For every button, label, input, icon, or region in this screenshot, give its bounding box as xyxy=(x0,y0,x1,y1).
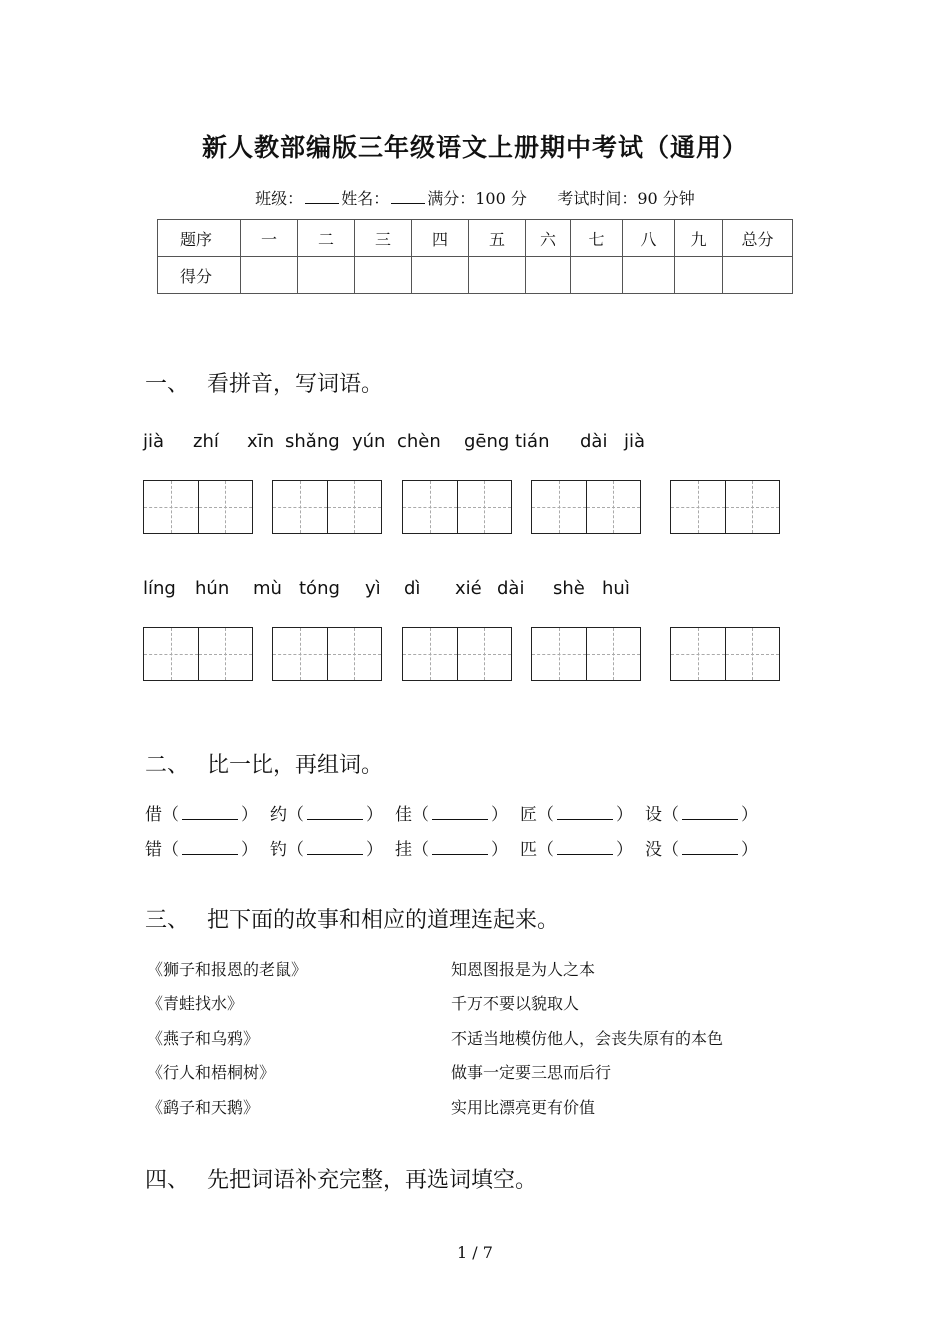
answer-blank[interactable] xyxy=(557,840,613,855)
section-text: 把下面的故事和相应的道理连起来。 xyxy=(207,908,560,933)
close-paren: ） xyxy=(741,805,758,825)
pinyin: shǎng xyxy=(285,431,340,452)
exam-info xyxy=(0,186,950,209)
answer-blank[interactable] xyxy=(182,805,238,820)
compare-char: 挂 xyxy=(395,840,412,860)
header-cell: 四 xyxy=(412,220,469,257)
close-paren: ） xyxy=(491,840,508,860)
close-paren: ） xyxy=(741,840,758,860)
class-blank[interactable] xyxy=(305,189,339,204)
writing-cell[interactable] xyxy=(144,481,199,533)
compare-item xyxy=(645,800,770,825)
writing-cell[interactable] xyxy=(532,628,587,680)
compare-char: 错 xyxy=(145,840,162,860)
close-paren: ） xyxy=(616,840,633,860)
close-paren: ） xyxy=(616,805,633,825)
name-label: 姓名： xyxy=(341,189,390,208)
score-cell[interactable] xyxy=(723,257,793,294)
score-cell[interactable] xyxy=(675,257,723,294)
answer-blank[interactable] xyxy=(557,805,613,820)
moral-item[interactable]: 实用比漂亮更有价值 xyxy=(451,1098,596,1117)
answer-blank[interactable] xyxy=(682,805,738,820)
answer-blank[interactable] xyxy=(432,840,488,855)
story-item[interactable]: 《狮子和报恩的老鼠》 xyxy=(147,960,308,979)
class-label: 班级： xyxy=(255,189,304,208)
header-cell: 五 xyxy=(469,220,526,257)
story-item[interactable]: 《行人和梧桐树》 xyxy=(147,1063,276,1082)
header-cell: 题序 xyxy=(158,220,241,257)
row-label: 得分 xyxy=(158,257,241,294)
compare-item xyxy=(395,800,520,825)
pinyin: dài xyxy=(580,431,608,452)
close-paren: ） xyxy=(366,840,383,860)
writing-grid[interactable] xyxy=(670,480,780,534)
pinyin: chèn xyxy=(397,431,441,452)
pinyin: shè xyxy=(553,578,585,599)
close-paren: ） xyxy=(491,805,508,825)
close-paren: ） xyxy=(366,805,383,825)
writing-cell[interactable] xyxy=(199,628,253,680)
compare-item xyxy=(520,800,645,825)
section-text: 先把词语补充完整，再选词填空。 xyxy=(207,1168,538,1193)
writing-cell[interactable] xyxy=(144,628,199,680)
compare-char: 佳 xyxy=(395,805,412,825)
answer-blank[interactable] xyxy=(307,805,363,820)
writing-cell[interactable] xyxy=(403,481,458,533)
open-paren: （ xyxy=(412,840,429,860)
pinyin: tóng xyxy=(299,578,340,599)
compare-char: 借 xyxy=(145,805,162,825)
writing-grid[interactable] xyxy=(531,627,641,681)
header-cell: 二 xyxy=(298,220,355,257)
moral-item[interactable]: 千万不要以貌取人 xyxy=(451,994,580,1013)
moral-item[interactable]: 不适当地模仿他人，会丧失原有的本色 xyxy=(451,1029,724,1048)
writing-grid[interactable] xyxy=(531,480,641,534)
writing-cell[interactable] xyxy=(273,628,328,680)
writing-grid[interactable] xyxy=(272,480,382,534)
score-cell[interactable] xyxy=(298,257,355,294)
writing-cell[interactable] xyxy=(726,628,780,680)
writing-cell[interactable] xyxy=(328,481,382,533)
score-cell[interactable] xyxy=(241,257,298,294)
score-table-row xyxy=(158,257,793,294)
compare-row xyxy=(145,835,770,860)
writing-grid[interactable] xyxy=(402,480,512,534)
writing-cell[interactable] xyxy=(532,481,587,533)
pinyin: zhí xyxy=(193,431,219,452)
writing-grid[interactable] xyxy=(272,627,382,681)
compare-item xyxy=(145,835,270,860)
section1-heading xyxy=(145,367,383,398)
score-table xyxy=(157,219,793,294)
score-cell[interactable] xyxy=(412,257,469,294)
writing-cell[interactable] xyxy=(403,628,458,680)
section2-heading xyxy=(145,748,383,779)
answer-blank[interactable] xyxy=(682,840,738,855)
compare-item xyxy=(270,800,395,825)
compare-row xyxy=(145,800,770,825)
section-number: 三、 xyxy=(145,908,190,933)
open-paren: （ xyxy=(162,840,179,860)
header-cell: 七 xyxy=(571,220,623,257)
header-cell: 三 xyxy=(355,220,412,257)
section-number: 四、 xyxy=(145,1168,190,1193)
compare-item xyxy=(270,835,395,860)
score-cell[interactable] xyxy=(623,257,675,294)
writing-cell[interactable] xyxy=(587,481,641,533)
writing-cell[interactable] xyxy=(273,481,328,533)
compare-char: 匹 xyxy=(520,840,537,860)
score-cell[interactable] xyxy=(571,257,623,294)
writing-grid[interactable] xyxy=(143,627,253,681)
pinyin: tián xyxy=(515,431,550,452)
pinyin: mù xyxy=(253,578,282,599)
answer-blank[interactable] xyxy=(432,805,488,820)
close-paren: ） xyxy=(241,840,258,860)
answer-blank[interactable] xyxy=(182,840,238,855)
pinyin: yì xyxy=(365,578,381,599)
compare-char: 钓 xyxy=(270,840,287,860)
pinyin: huì xyxy=(602,578,630,599)
writing-cell[interactable] xyxy=(458,628,512,680)
section3-heading xyxy=(145,903,559,934)
compare-char: 没 xyxy=(645,840,662,860)
pinyin: xīn xyxy=(247,431,275,452)
score-cell[interactable] xyxy=(355,257,412,294)
writing-cell[interactable] xyxy=(587,628,641,680)
pinyin: dài xyxy=(497,578,525,599)
writing-grid[interactable] xyxy=(143,480,253,534)
story-item[interactable]: 《燕子和乌鸦》 xyxy=(147,1029,260,1048)
close-paren: ） xyxy=(241,805,258,825)
open-paren: （ xyxy=(537,840,554,860)
open-paren: （ xyxy=(662,805,679,825)
moral-item[interactable]: 知恩图报是为人之本 xyxy=(451,960,596,979)
header-cell: 六 xyxy=(526,220,571,257)
page-number: 1 / 7 xyxy=(457,1243,493,1262)
open-paren: （ xyxy=(287,805,304,825)
pinyin: hún xyxy=(195,578,230,599)
writing-cell[interactable] xyxy=(671,628,726,680)
compare-char: 匠 xyxy=(520,805,537,825)
pinyin: líng xyxy=(143,578,176,599)
compare-item xyxy=(645,835,770,860)
moral-item[interactable]: 做事一定要三思而后行 xyxy=(451,1063,612,1082)
writing-cell[interactable] xyxy=(671,481,726,533)
compare-item xyxy=(145,800,270,825)
story-item[interactable]: 《鹞子和天鹅》 xyxy=(147,1098,260,1117)
score-table-header xyxy=(158,220,793,257)
writing-cell[interactable] xyxy=(328,628,382,680)
writing-cell[interactable] xyxy=(199,481,253,533)
section4-heading xyxy=(145,1163,537,1194)
open-paren: （ xyxy=(162,805,179,825)
score-cell[interactable] xyxy=(469,257,526,294)
writing-cell[interactable] xyxy=(726,481,780,533)
writing-grid[interactable] xyxy=(670,627,780,681)
score-cell[interactable] xyxy=(526,257,571,294)
name-blank[interactable] xyxy=(391,189,425,204)
header-cell: 八 xyxy=(623,220,675,257)
compare-item xyxy=(520,835,645,860)
section-number: 二、 xyxy=(145,753,190,778)
section-text: 比一比，再组词。 xyxy=(207,753,384,778)
story-item[interactable]: 《青蛙找水》 xyxy=(147,994,244,1013)
section-number: 一、 xyxy=(145,372,190,397)
compare-char: 设 xyxy=(645,805,662,825)
open-paren: （ xyxy=(412,805,429,825)
header-cell: 一 xyxy=(241,220,298,257)
header-cell: 九 xyxy=(675,220,723,257)
compare-item xyxy=(395,835,520,860)
pinyin: yún xyxy=(352,431,386,452)
open-paren: （ xyxy=(537,805,554,825)
open-paren: （ xyxy=(662,840,679,860)
full-score: 满分：100 分 xyxy=(427,189,527,208)
answer-blank[interactable] xyxy=(307,840,363,855)
exam-time: 考试时间：90 分钟 xyxy=(557,189,695,208)
writing-grid[interactable] xyxy=(402,627,512,681)
page-title: 新人教部编版三年级语文上册期中考试（通用） xyxy=(201,133,748,162)
header-cell: 总分 xyxy=(723,220,793,257)
pinyin: gēng xyxy=(464,431,510,452)
pinyin: dì xyxy=(404,578,421,599)
open-paren: （ xyxy=(287,840,304,860)
compare-char: 约 xyxy=(270,805,287,825)
pinyin: xié xyxy=(455,578,482,599)
pinyin: jià xyxy=(624,431,646,452)
pinyin: jià xyxy=(143,431,165,452)
section-text: 看拼音，写词语。 xyxy=(207,372,384,397)
writing-cell[interactable] xyxy=(458,481,512,533)
